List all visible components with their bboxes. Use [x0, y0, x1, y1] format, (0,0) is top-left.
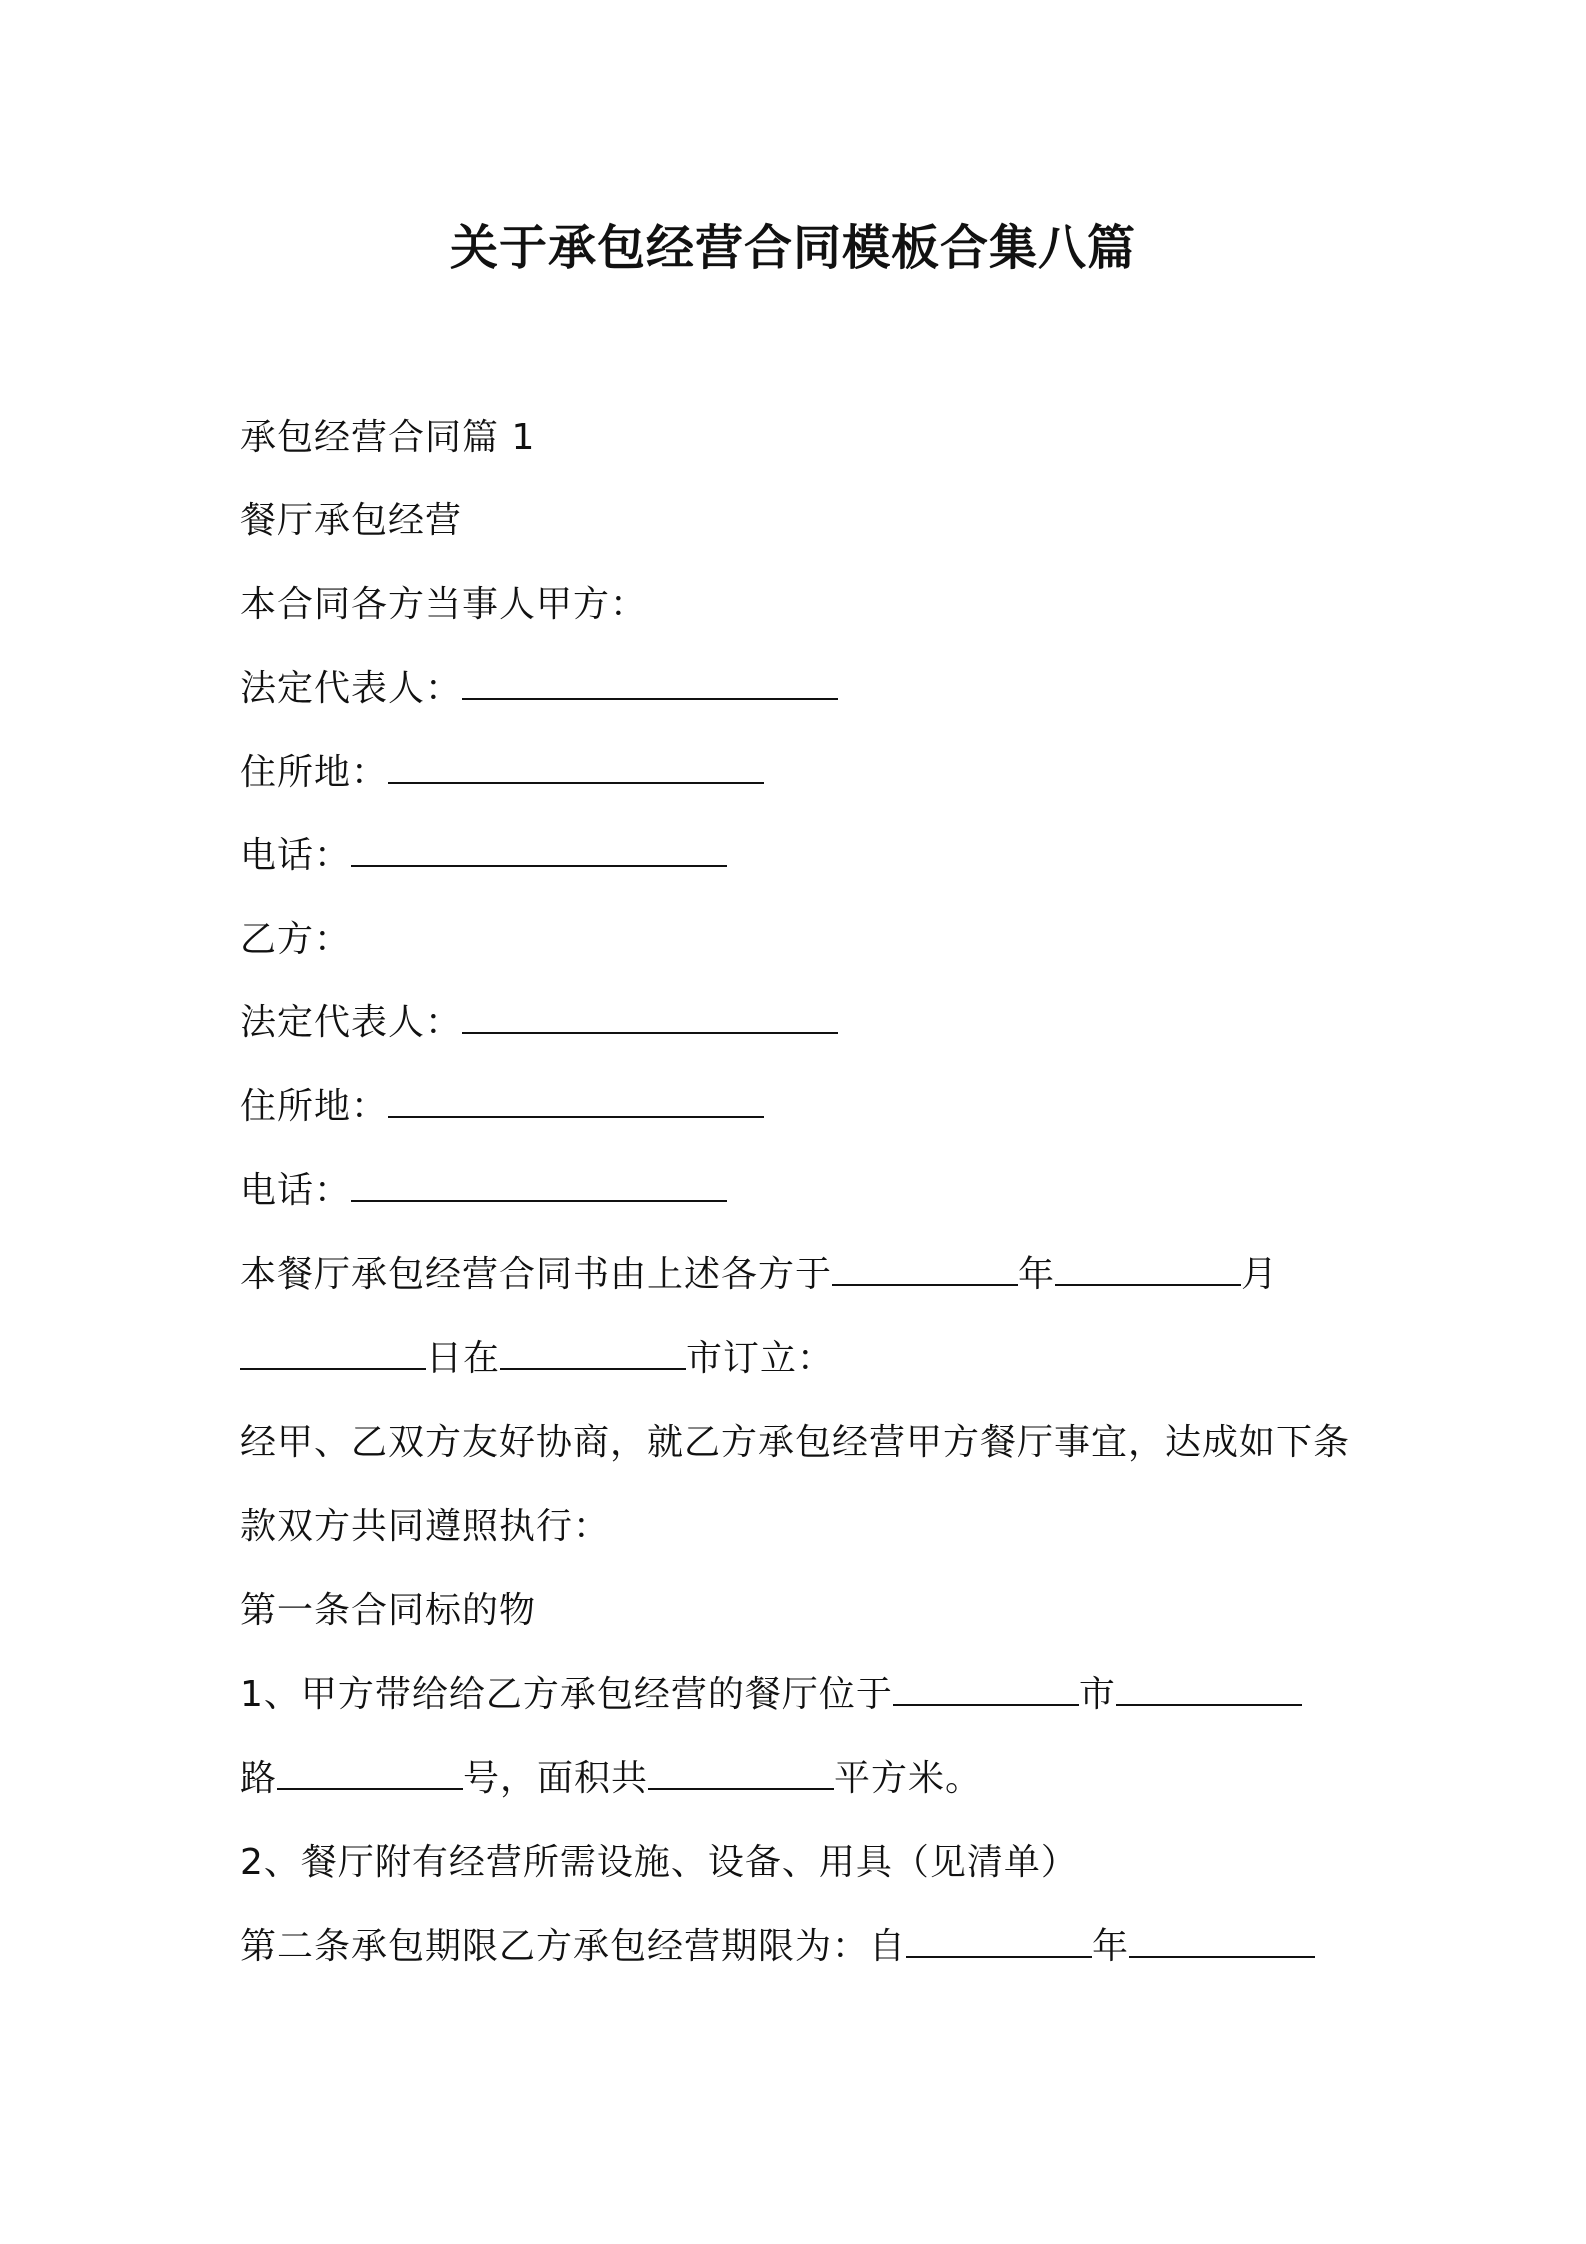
- term-year-label: 年: [1092, 1926, 1130, 1967]
- article2-line: [240, 1914, 1315, 1980]
- party-b-phone-line: [240, 1158, 727, 1224]
- road-label: 路: [240, 1758, 278, 1799]
- restaurant-number-blank: [277, 1758, 463, 1790]
- party-a-phone-label: 电话：: [240, 835, 352, 876]
- signing-date-line: [240, 1242, 1278, 1308]
- party-a-representative-blank: [462, 668, 838, 700]
- party-a-intro: 本合同各方当事人甲方：: [240, 584, 648, 625]
- clause1-line-2: [240, 1746, 982, 1812]
- signing-text: 本餐厅承包经营合同书由上述各方于: [240, 1254, 833, 1295]
- party-b-representative-line: [240, 990, 838, 1056]
- party-b-representative-blank: [462, 1002, 838, 1034]
- party-b-label: 乙方：: [240, 919, 352, 960]
- clause1-text: 1、甲方带给给乙方承包经营的餐厅位于: [240, 1674, 893, 1715]
- party-b-phone-label: 电话：: [240, 1170, 352, 1211]
- signing-place-line: [240, 1326, 834, 1392]
- party-b-address-blank: [388, 1086, 764, 1118]
- party-a-address-line: [240, 740, 764, 806]
- signing-day-blank: [240, 1338, 426, 1370]
- section-heading: 承包经营合同篇 1: [240, 417, 536, 458]
- contract-subtitle: 餐厅承包经营: [240, 500, 463, 541]
- negotiation-text-line-1: 经甲、乙双方友好协商，就乙方承包经营甲方餐厅事宜，达成如下条: [240, 1422, 1351, 1463]
- restaurant-area-blank: [648, 1758, 834, 1790]
- party-b-representative-label: 法定代表人：: [240, 1002, 463, 1043]
- party-a-address-label: 住所地：: [240, 752, 389, 793]
- sqm-label: 平方米。: [834, 1758, 983, 1799]
- term-start-year-blank: [906, 1926, 1092, 1958]
- party-b-phone-blank: [351, 1170, 727, 1202]
- month-label: 月: [1241, 1254, 1279, 1295]
- article1-heading: 第一条合同标的物: [240, 1590, 537, 1631]
- party-a-address-blank: [388, 752, 764, 784]
- day-in-label: 日在: [426, 1338, 501, 1379]
- document-title: 关于承包经营合同模板合集八篇: [449, 220, 1136, 276]
- party-a-representative-label: 法定代表人：: [240, 668, 463, 709]
- party-a-phone-line: [240, 823, 727, 889]
- number-area-label: 号，面积共: [463, 1758, 649, 1799]
- clause2-text: 2、餐厅附有经营所需设施、设备、用具（见清单）: [240, 1842, 1078, 1883]
- signing-city-blank: [500, 1338, 686, 1370]
- negotiation-text-line-2: 款双方共同遵照执行：: [240, 1506, 611, 1547]
- party-b-address-label: 住所地：: [240, 1086, 389, 1127]
- year-label: 年: [1018, 1254, 1056, 1295]
- signing-month-blank: [1055, 1254, 1241, 1286]
- party-a-representative-line: [240, 656, 838, 722]
- clause1-line-1: [240, 1662, 1302, 1728]
- signing-year-blank: [832, 1254, 1018, 1286]
- article2-text: 第二条承包期限乙方承包经营期限为：自: [240, 1926, 907, 1967]
- restaurant-road-blank: [1116, 1674, 1302, 1706]
- city-signed-label: 市订立：: [686, 1338, 835, 1379]
- party-a-phone-blank: [351, 835, 727, 867]
- party-b-address-line: [240, 1074, 764, 1140]
- city-label: 市: [1078, 1674, 1116, 1715]
- restaurant-city-blank: [893, 1674, 1079, 1706]
- term-start-month-blank: [1129, 1926, 1315, 1958]
